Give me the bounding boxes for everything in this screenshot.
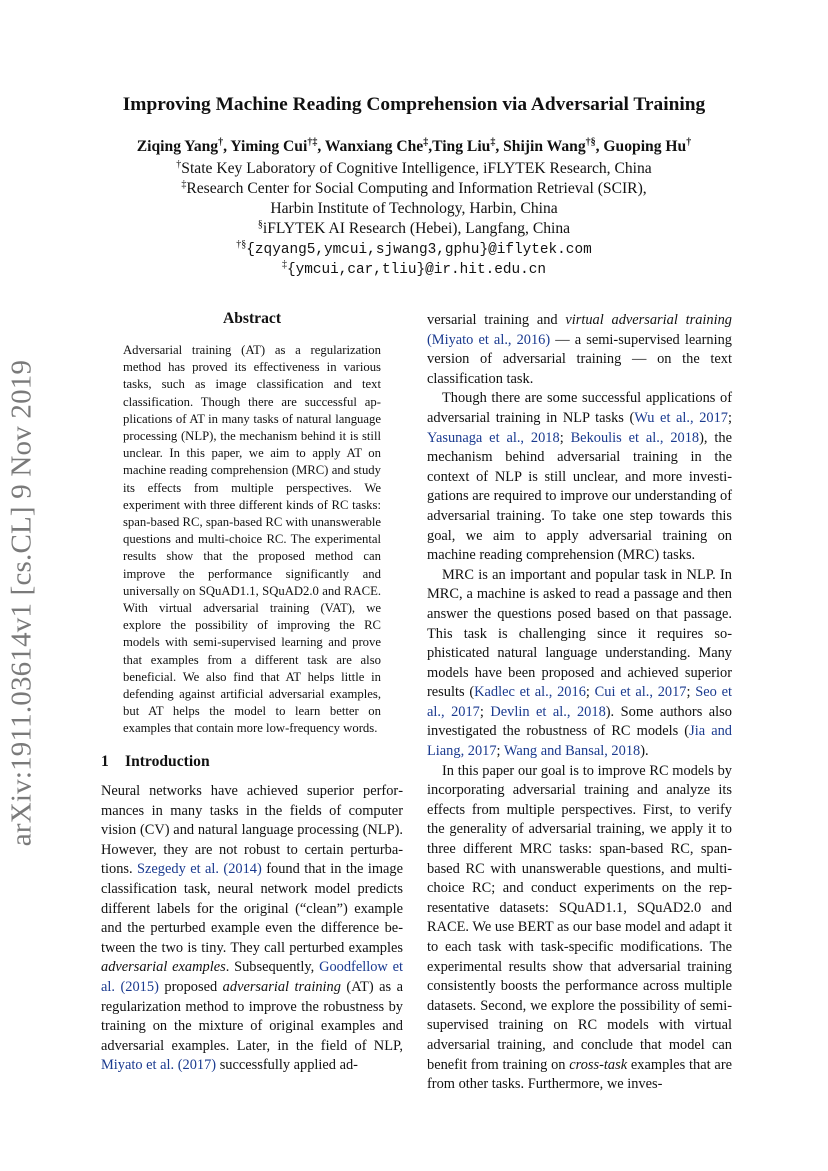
affiliation-mark: ‡ bbox=[281, 259, 287, 270]
affiliation-text: iFLYTEK AI Research (Hebei), Langfang, China bbox=[262, 220, 571, 237]
text-run: ; bbox=[728, 409, 732, 426]
citation-link[interactable]: Miyato et al. (2017) bbox=[101, 1057, 217, 1074]
section-number: 1 bbox=[101, 753, 109, 770]
paragraph bbox=[427, 566, 732, 762]
affiliation-line bbox=[0, 159, 828, 179]
text-run: . Subsequently, bbox=[225, 959, 320, 976]
author-name: Shijin Wang bbox=[503, 138, 586, 155]
email-line bbox=[0, 239, 828, 260]
affiliation-mark: † bbox=[176, 159, 182, 170]
author-mark: †§ bbox=[585, 137, 596, 148]
emphasis-text: adversarial examples bbox=[101, 959, 226, 976]
text-run: ; bbox=[559, 429, 571, 446]
text-run: ; bbox=[686, 684, 696, 701]
text-run: Though there are some successful applications of adversarial training in NLP tasks ( bbox=[427, 390, 732, 426]
paragraph bbox=[427, 762, 732, 1095]
affiliation-line bbox=[0, 219, 828, 239]
author-name: Wanxiang Che bbox=[324, 138, 424, 155]
paragraph bbox=[427, 389, 732, 565]
citation-link[interactable]: Bekoulis et al., 2018 bbox=[570, 429, 700, 446]
author-mark: ‡ bbox=[423, 137, 429, 148]
affiliation-line bbox=[0, 199, 828, 219]
right-column-text bbox=[427, 311, 732, 1095]
paragraph bbox=[101, 782, 403, 1076]
abstract-heading: Abstract bbox=[222, 310, 282, 327]
affiliation-line bbox=[0, 179, 828, 199]
email-line bbox=[0, 259, 828, 280]
affiliation-text: Harbin Institute of Technology, Harbin, China bbox=[270, 200, 558, 217]
author-mark: † bbox=[686, 137, 692, 148]
text-run: found that in the image classification task, neural network model predicts different labels for the original (“clean”) example and the perturbed example even the difference between the two is tiny. They call perturbed examples bbox=[101, 861, 403, 956]
citation-link[interactable]: Yasunaga et al., 2018 bbox=[427, 429, 560, 446]
citation-link[interactable]: Kadlec et al., 2016 bbox=[474, 684, 586, 701]
arxiv-identifier: arXiv:1911.03614v1 [cs.CL] 9 Nov 2019 bbox=[5, 359, 38, 847]
left-column-text bbox=[101, 782, 403, 1076]
citation-link[interactable]: Seo et al., 2017 bbox=[427, 684, 732, 720]
emphasis-text: virtual adversarial training bbox=[565, 312, 732, 328]
abstract-body bbox=[123, 342, 381, 738]
text-run: ), the mechanism behind adversarial training in the context of NLP is still unclear, and more investigations are required to improve our understanding of adversarial training. To take one step towards this goal, we aim to apply adversarial training on machine reading comprehension (MRC) tasks. bbox=[427, 429, 732, 564]
section-heading bbox=[101, 753, 210, 771]
author-mark: † bbox=[218, 137, 224, 148]
citation-link[interactable]: Wu et al., 2017 bbox=[634, 409, 728, 426]
author-name: Ting Liu bbox=[432, 138, 491, 155]
citation-link[interactable]: Cui et al., 2017 bbox=[594, 684, 687, 701]
affiliation-mark: †§ bbox=[236, 239, 247, 250]
author-name: Yiming Cui bbox=[230, 138, 308, 155]
text-run: examples that are from other tasks. Furthermore, we inves- bbox=[427, 1056, 732, 1093]
emphasis-text: adversarial training bbox=[222, 978, 341, 995]
author-name: Ziqing Yang bbox=[136, 138, 219, 155]
text-run: MRC is an important and popular task in NLP. In MRC, a machine is asked to read a passage and then answer the questions posed based on that passage. This task is challenging since it requires sophisticated natural language understanding. Many models have been proposed and achieved superior results ( bbox=[427, 566, 732, 701]
text-run: ). Some authors also investigated the robustness of RC models ( bbox=[427, 703, 732, 740]
citation-link[interactable]: (Miyato et al., 2016) bbox=[427, 331, 551, 348]
citation-link[interactable]: Jia and Liang, 2017 bbox=[427, 723, 732, 760]
section-title: Introduction bbox=[125, 753, 210, 770]
citation-link[interactable]: Szegedy et al. (2014) bbox=[137, 861, 262, 878]
text-run: ). bbox=[640, 743, 649, 760]
affiliation-text: Research Center for Social Computing and Information Retrieval (SCIR), bbox=[186, 180, 647, 197]
affiliation-text: State Key Laboratory of Cognitive Intelligence, iFLYTEK Research, China bbox=[181, 160, 652, 177]
paragraph bbox=[427, 311, 732, 389]
text-run: ; bbox=[479, 703, 491, 720]
citation-link[interactable]: Wang and Bansal, 2018 bbox=[503, 743, 641, 760]
text-run: Neural networks have achieved superior performances in many tasks in the fields of computer vision (CV) and natural language processing (NLP). However, they are not robust to certain perturbations. bbox=[101, 783, 403, 878]
text-run: ; bbox=[585, 684, 595, 701]
text-run: proposed bbox=[158, 978, 223, 995]
affiliation-mark: ‡ bbox=[181, 179, 187, 190]
text-run: ; bbox=[496, 743, 504, 760]
text-run: — a semi-supervised learning version of adversarial training — on the text classification task. bbox=[427, 331, 732, 387]
email-address: {zqyang5,ymcui,sjwang3,gphu}@iflytek.com bbox=[246, 242, 592, 258]
author-mark: †‡ bbox=[307, 137, 318, 148]
text-run: successfully applied ad- bbox=[216, 1057, 358, 1074]
author-mark: ‡ bbox=[490, 137, 496, 148]
affiliation-mark: § bbox=[257, 219, 263, 230]
paper-title: Improving Machine Reading Comprehension via Adversarial Training bbox=[122, 94, 706, 115]
text-run: versarial training and bbox=[427, 312, 566, 328]
author-name: Guoping Hu bbox=[603, 138, 687, 155]
text-run: (AT) as a regularization method to improve the robustness by training on the mixture of original examples and adversarial examples. Later, in the field of NLP, bbox=[101, 978, 404, 1054]
citation-link[interactable]: Devlin et al., 2018 bbox=[490, 703, 606, 720]
emphasis-text: cross-task bbox=[569, 1056, 628, 1073]
abstract-text: Adversarial training (AT) as a regularization method has proved its effectiveness in various tasks, such as image classification and text classification. Though there are successful applications of AT in many tasks of natural language processing (NLP), the mechanism behind it is still unclear. In this paper, we aim to apply AT on machine reading comprehension (MRC) and study its effects from multiple perspectives. We experiment with three different kinds of RC tasks: span-based RC, span-based RC with unanswerable questions and multi-choice RC. The experimental results show that the proposed method can improve the performance significantly and universally on SQuAD1.1, SQuAD2.0 and RACE. With virtual adversarial training (VAT), we explore the possibility of improving the RC models with semi-supervised learning and prove that examples from a different task are also beneficial. We also find that AT helps little in defending against artificial adversarial examples, but AT helps the model to learn better on examples that contain more low-frequency words. bbox=[123, 343, 381, 736]
author-list: Ziqing Yang†, Yiming Cui†‡, Wanxiang Che‡,Ting Liu‡, Shijin Wang†§, Guoping Hu† bbox=[136, 137, 692, 155]
email-address: {ymcui,car,tliu}@ir.hit.edu.cn bbox=[286, 262, 547, 278]
citation-link[interactable]: Goodfellow et al. (2015) bbox=[101, 959, 403, 995]
text-run: In this paper our goal is to improve RC models by incorporating adversarial training and analyze its effects from multiple perspectives. First, to verify the generality of adversarial training, we apply it to three different MRC tasks: span-based RC, span-based RC with unanswerable questions, and multichoice RC; and conduct experiments on the representative datasets: SQuAD1.1, SQuAD2.0 and RACE. We use BERT as our base model and adapt it to each task with task-specific modifications. The experimental results show that adversarial training consistently boosts the performance across multiple datasets. Second, we explore the possibility of semi-supervised training on RC models with virtual adversarial training, and conclude that model can benefit from training on bbox=[427, 762, 732, 1073]
arxiv-sidebar-stamp bbox=[2, 358, 42, 848]
